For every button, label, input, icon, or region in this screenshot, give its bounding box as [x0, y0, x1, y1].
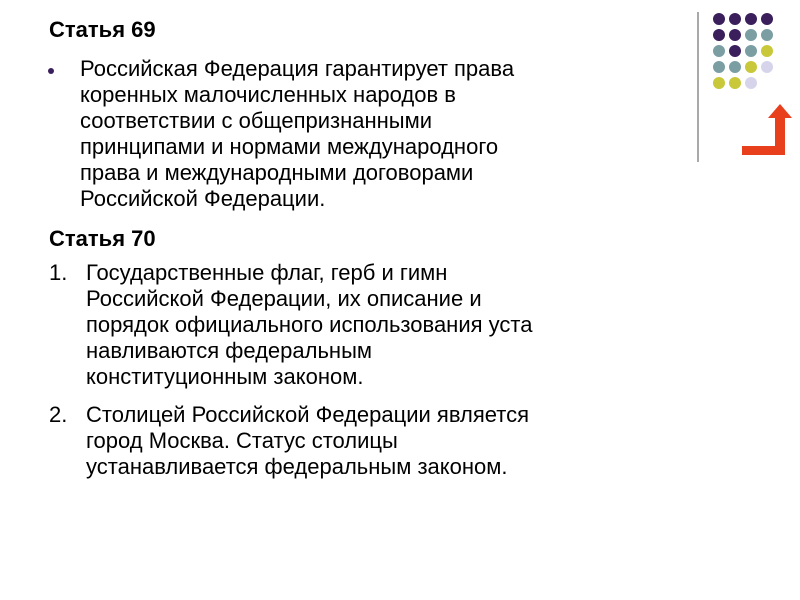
- article-69-text: Российская Федерация гарантирует права коренных малочисленных народов в соответствии с общепризнанными принципами и нормами международного права и международными договорами Российской Федерации.: [80, 56, 515, 211]
- item-1-text: Государственные флаг, герб и гимн Российской Федерации, их описание и порядок официального использования уста навливаются федеральным конституционным законом.: [86, 260, 533, 389]
- article-69-heading: Статья 69: [49, 17, 156, 42]
- item-2-number: 2.: [49, 402, 68, 427]
- item-1-number: 1.: [49, 260, 68, 285]
- article-70-heading: Статья 70: [49, 226, 156, 251]
- item-2-text: Столицей Российской Федерации является город Москва. Статус столицы устанавливается федеральным законом.: [86, 402, 530, 479]
